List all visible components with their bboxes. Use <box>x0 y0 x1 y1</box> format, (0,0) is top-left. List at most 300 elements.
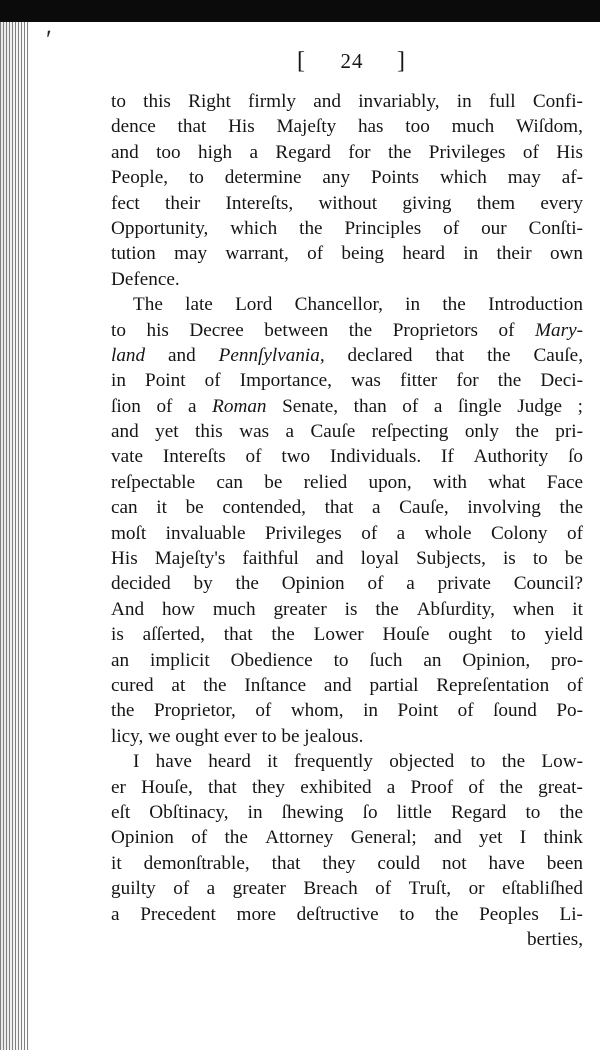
text-line <box>111 191 583 216</box>
word: and <box>111 421 139 443</box>
word: cured <box>111 674 154 696</box>
word: vate <box>111 446 143 468</box>
word: much <box>451 116 495 138</box>
word: the <box>559 497 583 519</box>
word: Breach <box>303 878 358 900</box>
text-line <box>111 521 583 546</box>
word: to <box>510 624 526 646</box>
word: Cauſe <box>310 421 356 443</box>
word: be <box>264 471 283 493</box>
word: in <box>111 370 126 392</box>
text-line <box>111 140 583 165</box>
word: for <box>456 370 479 392</box>
text-line <box>111 267 583 292</box>
word: two <box>281 446 311 468</box>
word: the <box>111 700 135 722</box>
word: the <box>375 598 399 620</box>
word: People, <box>111 167 169 189</box>
word: ſo <box>568 446 583 468</box>
word: the <box>434 903 459 925</box>
word: too <box>156 141 181 163</box>
text-line <box>111 775 583 800</box>
word: Lord <box>235 294 273 316</box>
word: the <box>442 294 466 316</box>
word: and <box>168 344 196 366</box>
word: Decree <box>189 319 244 341</box>
word: has <box>357 116 384 138</box>
word: they <box>322 852 356 874</box>
word: of <box>457 700 474 722</box>
word: Proof <box>410 776 454 798</box>
word: a <box>188 395 197 417</box>
margin-ink-mark: ʹ <box>46 25 52 54</box>
word: Face <box>546 471 583 493</box>
word: of <box>367 573 384 595</box>
word: involving <box>467 497 541 519</box>
word: Attorney <box>265 827 334 849</box>
text-line <box>111 165 583 190</box>
word: great- <box>538 776 583 798</box>
word: them <box>476 192 516 214</box>
word: Defence. <box>111 268 180 290</box>
word: was <box>351 370 381 392</box>
word: Chancellor, <box>294 294 383 316</box>
word: Privileges <box>265 522 342 544</box>
word: they <box>251 776 285 798</box>
word: this <box>143 91 171 112</box>
text-line <box>111 648 583 673</box>
word: pro- <box>551 649 583 671</box>
word: ſuch <box>369 649 403 671</box>
word: have <box>488 852 525 874</box>
word: of <box>443 217 460 239</box>
word: a <box>372 497 381 519</box>
word: dence <box>111 116 156 138</box>
word: Confi- <box>532 91 583 112</box>
word: the <box>203 674 227 696</box>
word: it <box>572 598 583 620</box>
word: the <box>515 421 539 443</box>
word: Opinion, <box>462 649 531 671</box>
word: reſpecting <box>371 421 449 443</box>
word: a <box>396 522 406 544</box>
word: with <box>432 471 467 493</box>
word: decided <box>111 573 171 595</box>
text-line <box>111 343 583 368</box>
word: I <box>519 827 527 849</box>
word: Cauſe, <box>399 497 449 519</box>
word: a <box>285 421 295 443</box>
word: And <box>111 598 145 620</box>
word: Majeſty's <box>154 548 226 570</box>
word: yet <box>479 827 503 849</box>
word: eſtabliſhed <box>502 878 583 900</box>
word: to <box>188 167 204 189</box>
word: late <box>185 294 213 316</box>
word: be <box>185 497 204 519</box>
text-line <box>111 241 583 266</box>
word: that <box>223 624 253 646</box>
word: determine <box>224 167 302 189</box>
text-line <box>111 851 583 876</box>
word: that <box>207 776 237 798</box>
word: a <box>406 573 415 595</box>
word: yet <box>155 421 179 443</box>
word: what <box>488 471 526 493</box>
word: ever <box>223 725 257 747</box>
word: to <box>333 649 349 671</box>
word: If <box>440 446 454 468</box>
word: his <box>146 319 169 341</box>
word: a <box>433 395 443 417</box>
word: the <box>501 751 526 773</box>
text-line <box>111 216 583 241</box>
word: frequently <box>294 751 373 773</box>
word: guilty <box>111 878 156 900</box>
word: be <box>281 725 300 747</box>
word: of <box>375 878 392 900</box>
word: Colony <box>491 522 548 544</box>
word: is <box>111 624 124 646</box>
word: of <box>402 395 419 417</box>
word: reſpectable <box>111 471 196 493</box>
word: Point <box>397 700 439 722</box>
word: the <box>348 319 373 341</box>
word: heard <box>208 751 251 773</box>
word: Houſe, <box>141 776 193 798</box>
word: to <box>261 725 277 747</box>
word: own <box>549 243 583 265</box>
word: Lower <box>313 624 364 646</box>
word: er <box>111 776 126 798</box>
word: it <box>156 497 167 519</box>
word: Opportunity, <box>111 217 209 239</box>
word: upon, <box>368 471 412 493</box>
binding-gutter <box>0 22 30 1050</box>
word: Importance, <box>239 370 332 392</box>
word: of <box>191 827 208 849</box>
word: Introduction <box>488 294 583 316</box>
word: berties, <box>527 928 583 950</box>
word: of <box>156 395 173 417</box>
word: full <box>488 91 516 112</box>
word: we <box>148 725 171 747</box>
word: Authority <box>473 446 549 468</box>
word: Po- <box>556 700 583 722</box>
word: of <box>566 522 583 544</box>
word: faithful <box>242 548 299 570</box>
word: that <box>177 116 207 138</box>
word: whole <box>424 522 472 544</box>
text-line <box>111 749 583 774</box>
word: I <box>133 751 140 773</box>
header-bracket-close: ] <box>397 48 407 74</box>
word: of <box>173 878 190 900</box>
word: our <box>481 217 507 239</box>
word: that <box>324 497 354 519</box>
text-line <box>111 368 583 393</box>
word: Houſe <box>382 624 430 646</box>
word: Opinion <box>111 827 174 849</box>
word: Intereſts <box>162 446 226 468</box>
word: Obedience <box>230 649 313 671</box>
word: in <box>463 243 479 265</box>
word: invaluable <box>165 522 246 544</box>
word: not <box>442 852 467 874</box>
word: in <box>247 801 263 823</box>
word: Right <box>188 91 231 112</box>
word: Obſtinacy, <box>149 801 229 823</box>
word: Roman <box>212 395 267 417</box>
text-line <box>111 597 583 622</box>
word: fect <box>111 192 140 214</box>
text-line <box>111 114 583 139</box>
word: of <box>245 446 262 468</box>
word: can <box>216 471 244 493</box>
word: Wiſdom, <box>515 116 583 138</box>
word: of <box>204 370 221 392</box>
word: than <box>353 395 387 417</box>
word: Opinion <box>281 573 345 595</box>
word: to <box>525 801 541 823</box>
word: much <box>212 598 256 620</box>
word: too <box>405 116 430 138</box>
word: yield <box>544 624 583 646</box>
word: Inſtance <box>244 674 307 696</box>
word: exhibited <box>300 776 372 798</box>
word: without <box>318 192 378 214</box>
word: Precedent <box>140 903 216 925</box>
word: the <box>271 624 295 646</box>
scan-top-border <box>0 0 600 22</box>
word: implicit <box>150 649 210 671</box>
word: by <box>193 573 213 595</box>
word: of <box>468 776 485 798</box>
word: giving <box>402 192 452 214</box>
word: declared <box>347 344 413 366</box>
word: in <box>363 700 379 722</box>
word: when <box>512 598 555 620</box>
word: ſound <box>493 700 537 722</box>
word: that <box>271 852 301 874</box>
word: of <box>567 674 583 696</box>
word: private <box>437 573 491 595</box>
word: was <box>239 421 270 443</box>
word: Low- <box>541 751 583 773</box>
word: and <box>313 91 341 112</box>
word: Pennſylvania, <box>218 344 325 366</box>
word: and <box>434 827 462 849</box>
word: the <box>499 776 523 798</box>
catchword <box>111 927 583 952</box>
word: be <box>564 548 583 570</box>
word: to <box>399 903 415 925</box>
text-line <box>111 673 583 698</box>
word: Individuals. <box>329 446 422 468</box>
word: the <box>487 344 511 366</box>
word: their <box>165 192 201 214</box>
word: Point <box>145 370 186 392</box>
word: and <box>315 548 344 570</box>
text-line <box>111 800 583 825</box>
text-line <box>111 622 583 647</box>
word: invariably, <box>358 91 440 112</box>
word: may <box>507 167 541 189</box>
word: Mary- <box>535 319 583 341</box>
word: Intereſts, <box>225 192 294 214</box>
word: the <box>224 827 248 849</box>
word: licy, <box>111 725 144 747</box>
word: for <box>348 141 371 163</box>
word: ; <box>577 395 583 417</box>
word: the <box>559 801 583 823</box>
word: to <box>111 319 126 341</box>
header-bracket-open: [ <box>297 48 307 74</box>
word: Li- <box>559 903 583 925</box>
word: being <box>341 243 385 265</box>
page-number: 24 <box>340 49 364 73</box>
text-line <box>111 546 583 571</box>
word: of <box>307 243 324 265</box>
word: that <box>435 344 465 366</box>
word: in <box>456 91 472 112</box>
word: how <box>161 598 195 620</box>
body-text <box>111 89 583 952</box>
page-header <box>297 48 407 75</box>
word: to <box>532 548 548 570</box>
word: pri- <box>555 421 583 443</box>
word: is <box>502 548 516 570</box>
word: Abſurdity, <box>416 598 495 620</box>
word: tution <box>111 243 156 265</box>
word: Regard <box>275 141 331 163</box>
word: His <box>228 116 255 138</box>
word: heard <box>402 243 445 265</box>
word: been <box>546 852 583 874</box>
word: jealous. <box>304 725 364 747</box>
word: eſt <box>111 801 131 823</box>
word: an <box>423 649 442 671</box>
word: land <box>111 344 146 366</box>
word: Judge <box>517 395 563 417</box>
word: Proprietor, <box>153 700 236 722</box>
word: fitter <box>399 370 438 392</box>
word: warrant, <box>225 243 289 265</box>
word: the <box>299 217 323 239</box>
word: relied <box>303 471 348 493</box>
word: Truſt, <box>408 878 452 900</box>
word: the <box>235 573 259 595</box>
word: can <box>111 497 138 519</box>
word: aſſerted, <box>142 624 205 646</box>
word: a <box>206 878 216 900</box>
word: Subjects, <box>416 548 486 570</box>
word: this <box>195 421 223 443</box>
text-line <box>111 876 583 901</box>
word: of <box>361 522 378 544</box>
word: greater <box>273 598 327 620</box>
word: every <box>540 192 583 214</box>
word: which <box>230 217 278 239</box>
word: have <box>155 751 192 773</box>
word: Deci- <box>540 370 583 392</box>
word: the <box>387 141 412 163</box>
word: may <box>174 243 208 265</box>
word: Peoples <box>479 903 539 925</box>
word: contended, <box>222 497 306 519</box>
word: and <box>111 141 139 163</box>
word: of <box>255 700 272 722</box>
text-line <box>111 724 583 749</box>
word: General; <box>350 827 417 849</box>
word: more <box>236 903 276 925</box>
word: Council? <box>513 573 583 595</box>
word: the <box>497 370 522 392</box>
word: it <box>267 751 278 773</box>
text-line <box>111 89 583 114</box>
word: Privileges <box>428 141 506 163</box>
word: little <box>396 801 432 823</box>
word: ought <box>448 624 492 646</box>
word: Senate, <box>282 395 339 417</box>
word: at <box>171 674 186 696</box>
word: firmly <box>248 91 296 112</box>
word: to <box>470 751 486 773</box>
word: an <box>111 649 130 671</box>
word: partial <box>369 674 419 696</box>
text-line <box>111 902 583 927</box>
word: whom, <box>290 700 344 722</box>
text-line <box>111 470 583 495</box>
word: a <box>386 776 396 798</box>
word: Principles <box>344 217 422 239</box>
word: His <box>111 548 138 570</box>
word: objected <box>389 751 455 773</box>
word: their <box>496 243 532 265</box>
text-line <box>111 444 583 469</box>
word: think <box>543 827 583 849</box>
word: or <box>468 878 485 900</box>
word: Regard <box>450 801 507 823</box>
word: only <box>464 421 499 443</box>
word: high <box>198 141 233 163</box>
word: Conſti- <box>528 217 583 239</box>
word: ſhewing <box>281 801 344 823</box>
word: a <box>111 903 120 925</box>
word: Points <box>371 167 420 189</box>
text-line <box>111 495 583 520</box>
word: demonſtrable, <box>143 852 250 874</box>
word: of <box>498 319 515 341</box>
text-line <box>111 292 583 317</box>
word: it <box>111 852 122 874</box>
word: ſion <box>111 395 141 417</box>
word: Proprietors <box>392 319 478 341</box>
text-line <box>111 571 583 596</box>
word: to <box>111 91 126 112</box>
word: any <box>322 167 351 189</box>
text-line <box>111 318 583 343</box>
word: af- <box>561 167 583 189</box>
word: and <box>323 674 352 696</box>
word: of <box>522 141 539 163</box>
word: loyal <box>360 548 400 570</box>
word: greater <box>232 878 286 900</box>
word: Cauſe, <box>533 344 583 366</box>
text-line <box>111 419 583 444</box>
word: deſtructive <box>296 903 379 925</box>
word: could <box>377 852 421 874</box>
